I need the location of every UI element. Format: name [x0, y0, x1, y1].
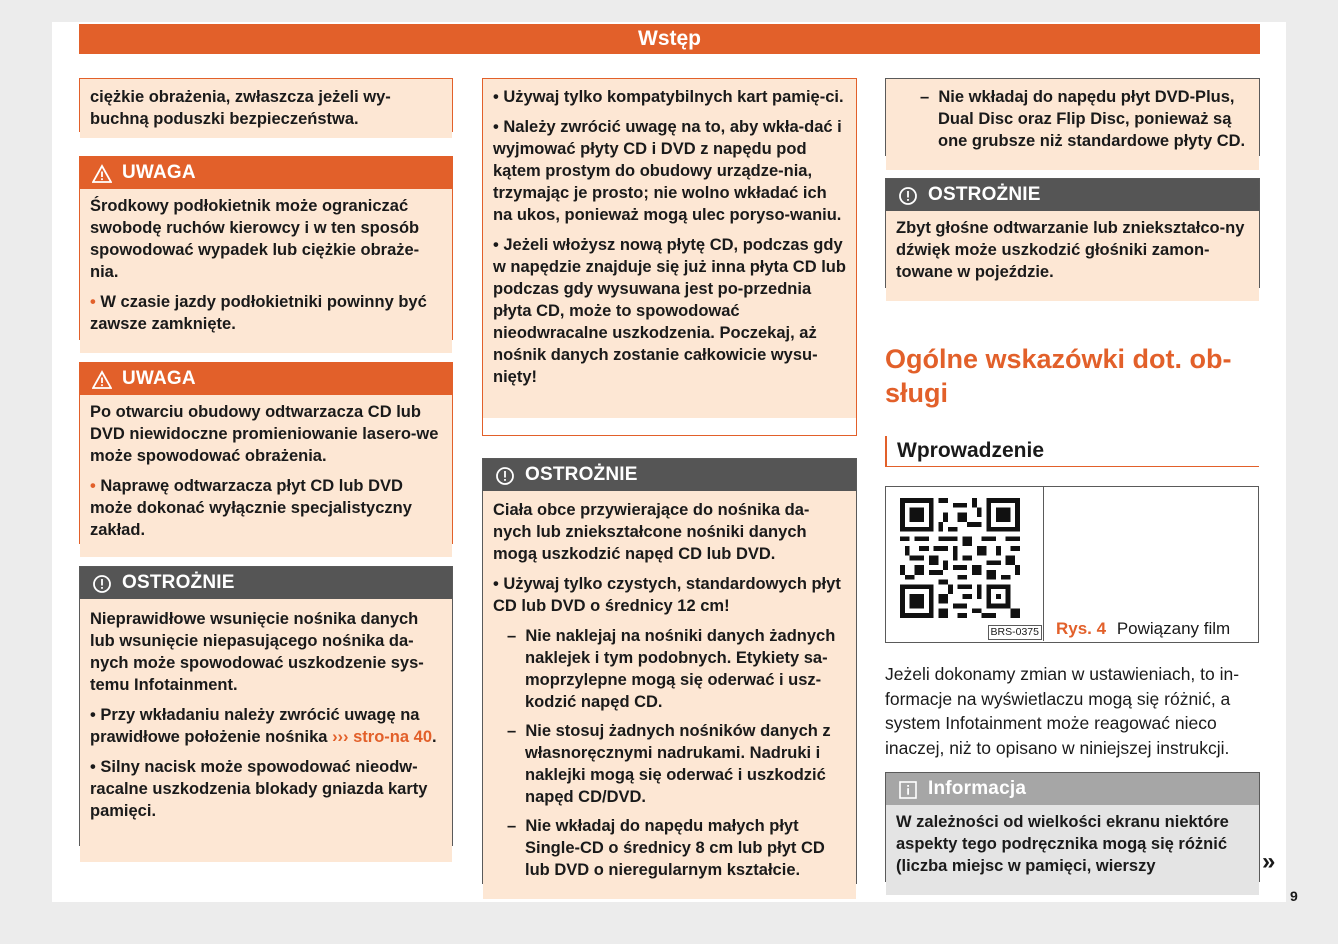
- note-bullet: • Używaj tylko kompatybilnych kart pamię-ci.: [493, 88, 844, 106]
- caution-text: Nieprawidłowe wsunięcie nośnika danych lub wsunięcie niepasującego nośnika da-nych może spowodować uszkodzenie sys-temu Infotainment.: [90, 610, 424, 694]
- caution-header: [483, 459, 856, 491]
- warning-bullet-text: W czasie jazdy podłokietniki powinny być zawsze zamknięte.: [90, 293, 427, 333]
- figure-caption-text: Powiązany film: [1116, 619, 1231, 638]
- caution-text: Ciała obce przywierające do nośnika da-nych lub zniekształcone nośniki danych mogą uszkodzić napęd CD lub DVD.: [493, 501, 810, 563]
- note-bullet: • Jeżeli włożysz nową płytę CD, podczas gdy w napędzie znajduje się już inna płyta CD lub podczas gdy wysuwana jest po-przednia płyta CD, może to spowodować nieodwracalne uszkodzenia. Poczekaj, aż nośnik danych zostanie całkowicie wysu-nięty!: [493, 236, 846, 386]
- subsection-title: Wprowadzenie: [885, 436, 1259, 467]
- caution-dash-item: – Nie wkładaj do napędu małych płyt Single-CD o średnicy 8 cm lub płyt CD lub DVD o nieregularnym kształcie.: [507, 817, 825, 879]
- caution-bullet: • Przy wkładaniu należy zwrócić uwagę na prawidłowe położenie nośnika ››› stro-na 40.: [90, 706, 437, 746]
- warning-bullet: • Naprawę odtwarzacza płyt CD lub DVD może dokonać wyłącznie specjalistyczny zakład.: [90, 477, 412, 539]
- qr-code-block[interactable]: [886, 487, 1044, 641]
- warning-text: Po otwarciu obudowy odtwarzacza CD lub DVD niewidoczne promieniowanie lasero-we może spowodować obrażenia.: [90, 403, 439, 465]
- caution-title: OSTROŻNIE: [122, 572, 235, 593]
- note-line-2: buchną poduszki bezpieczeństwa.: [90, 110, 359, 128]
- note-continuation: [79, 78, 453, 132]
- warning-header: [80, 157, 452, 189]
- caution-box-foreign: [482, 458, 857, 884]
- note-bullet-text: Używaj tylko kompatybilnych kart pamię-ci.: [503, 88, 844, 106]
- caution-text: Zbyt głośne odtwarzanie lub zniekształco-ny dźwięk może uszkodzić głośniki zamon-towane w pojeździe.: [896, 219, 1245, 281]
- caution-box-media: [79, 566, 453, 846]
- section-title: Ogólne wskazówki dot. ob-sługi: [885, 344, 1232, 408]
- warning-box-armrest: [79, 156, 453, 340]
- caution-bullet: • Silny nacisk może spowodować nieodw-racalne uszkodzenia blokady gniazda karty pamięci.: [90, 758, 428, 820]
- chapter-header: Wstęp: [79, 24, 1260, 54]
- dash-item-text: Nie wkładaj do napędu płyt DVD-Plus, Dual Disc oraz Flip Disc, ponieważ są one grubsze niż standardowe płyty CD.: [938, 88, 1246, 150]
- page-reference-link[interactable]: ››› stro-na 40: [332, 728, 432, 746]
- caution-bullet-text: Używaj tylko czystych, standardowych płyt CD lub DVD o średnicy 12 cm!: [493, 575, 841, 615]
- continue-arrow-icon: »: [1262, 848, 1276, 875]
- page-number: 9: [1290, 888, 1298, 904]
- dash-item-text: Nie wkładaj do napędu małych płyt Single-CD o średnicy 8 cm lub płyt CD lub DVD o nieregularnym kształcie.: [525, 817, 825, 879]
- caution-bullet-text: Silny nacisk może spowodować nieodw-racalne uszkodzenia blokady gniazda karty pamięci.: [90, 758, 428, 820]
- figure-code: BRS-0375: [988, 625, 1042, 640]
- warning-title: UWAGA: [122, 368, 196, 389]
- info-title: Informacja: [928, 778, 1027, 799]
- caution-title: OSTROŻNIE: [928, 184, 1041, 205]
- note-bullet-text: Jeżeli włożysz nową płytę CD, podczas gdy w napędzie znajduje się już inna płyta CD lub podczas gdy wysuwana jest po-przednia płyta CD, może to spowodować nieodwracalne uszkodzenia. Poczekaj, aż nośnik danych zostanie całkowicie wysu-nięty!: [493, 236, 846, 386]
- note-line-1: ciężkie obrażenia, zwłaszcza jeżeli wy-: [90, 88, 391, 106]
- qr-code-icon[interactable]: [900, 497, 1020, 619]
- caution-dash-item: – Nie naklejaj na nośniki danych żadnych naklejek i tym podobnych. Etykiety sa-moprzylepne mogą się oderwać i usz-kodzić napęd CD.: [507, 627, 836, 711]
- info-header: [886, 773, 1259, 805]
- warning-triangle-icon: [92, 369, 112, 389]
- warning-bullet-text: Naprawę odtwarzacza płyt CD lub DVD może dokonać wyłącznie specjalistyczny zakład.: [90, 477, 412, 539]
- caution-bullet: • Używaj tylko czystych, standardowych płyt CD lub DVD o średnicy 12 cm!: [493, 575, 841, 615]
- caution-dash-item: – Nie stosuj żadnych nośników danych z własnoręcznymi nadrukami. Nadruki i naklejki mogą się oderwać i uszkodzić napęd CD/DVD.: [507, 722, 831, 806]
- caution-circle-icon: [92, 573, 112, 593]
- intro-paragraph: Jeżeli dokonamy zmian w ustawieniach, to in-formacje na wyświetlaczu mogą się różnić, a system Infotainment może reagować nieco inaczej, niż to opisano w niniejszej instrukcji.: [885, 664, 1240, 758]
- warning-box-laser: [79, 362, 453, 544]
- warning-header: [80, 363, 452, 395]
- warning-bullet: • W czasie jazdy podłokietniki powinny być zawsze zamknięte.: [90, 293, 427, 333]
- warning-title: UWAGA: [122, 162, 196, 183]
- caution-header: [80, 567, 452, 599]
- caution-box-volume: [885, 178, 1260, 288]
- caution-circle-icon: [495, 465, 515, 485]
- figure-related-video: [885, 486, 1259, 643]
- info-text: W zależności od wielkości ekranu niektóre aspekty tego podręcznika mogą się różnić (liczba miejsc w pamięci, wierszy: [896, 813, 1229, 875]
- note-box-discs: [482, 78, 857, 436]
- caution-continuation: [885, 78, 1260, 156]
- dash-item-text: Nie naklejaj na nośniki danych żadnych naklejek i tym podobnych. Etykiety sa-moprzylepne mogą się oderwać i usz-kodzić napęd CD.: [525, 627, 836, 711]
- warning-text: Środkowy podłokietnik może ograniczać swobodę ruchów kierowcy i w ten sposób spowodować wypadek lub ciężkie obraże-nia.: [90, 197, 420, 281]
- info-icon: [898, 779, 918, 799]
- caution-header: [886, 179, 1259, 211]
- caution-circle-icon: [898, 185, 918, 205]
- figure-caption: [1056, 619, 1230, 639]
- caution-dash-item: – Nie wkładaj do napędu płyt DVD-Plus, Dual Disc oraz Flip Disc, ponieważ są one grubsze niż standardowe płyty CD.: [920, 88, 1246, 150]
- caution-title: OSTROŻNIE: [525, 464, 638, 485]
- note-bullet-text: Należy zwrócić uwagę na to, aby wkła-dać i wyjmować płyty CD i DVD z napędu pod kątem prostym do obudowy urządze-nia, trzymając je prosto; nie wolno wkładać ich na ukos, ponieważ mogą ulec poryso-waniu.: [493, 118, 842, 224]
- figure-label: Rys. 4: [1056, 619, 1107, 638]
- caution-bullet-text: Przy wkładaniu należy zwrócić uwagę na prawidłowe położenie nośnika: [90, 706, 420, 746]
- warning-triangle-icon: [92, 163, 112, 183]
- dash-item-text: Nie stosuj żadnych nośników danych z własnoręcznymi nadrukami. Nadruki i naklejki mogą się oderwać i uszkodzić napęd CD/DVD.: [525, 722, 831, 806]
- info-box: [885, 772, 1260, 882]
- note-bullet: • Należy zwrócić uwagę na to, aby wkła-dać i wyjmować płyty CD i DVD z napędu pod kątem prostym do obudowy urządze-nia, trzymając je prosto; nie wolno wkładać ich na ukos, ponieważ mogą ulec poryso-waniu.: [493, 118, 842, 224]
